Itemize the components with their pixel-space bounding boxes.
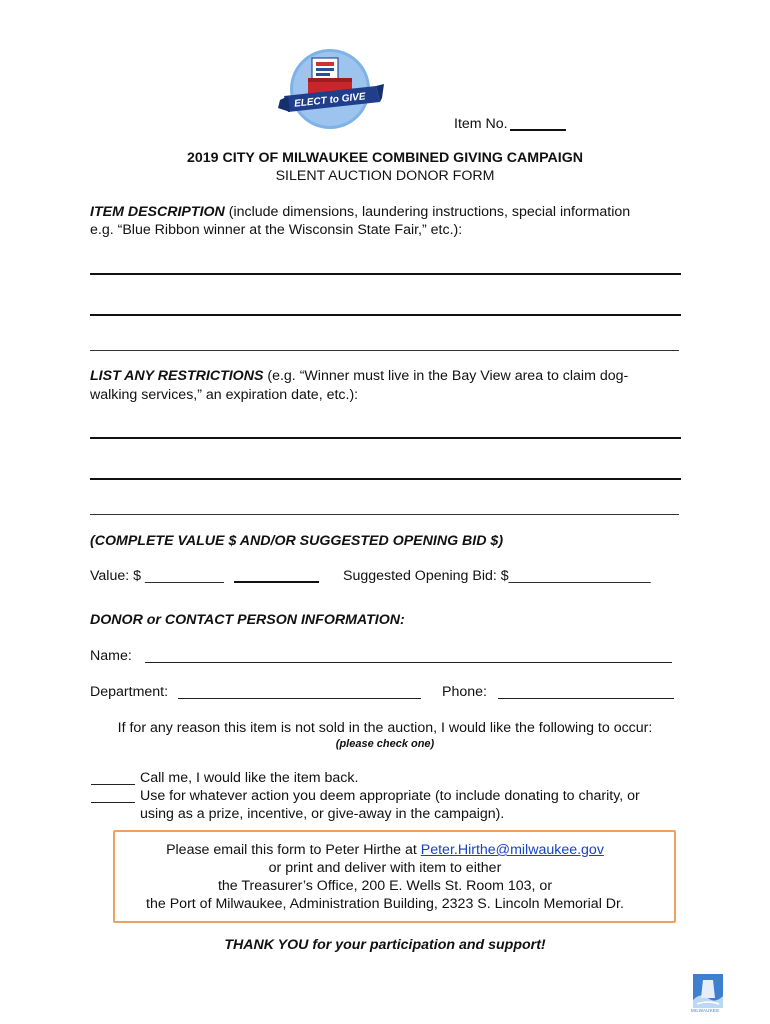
instructions-line-4: the Port of Milwaukee, Administration Building, 2323 S. Lincoln Memorial Dr. [146,896,624,912]
name-label: Name: [90,648,132,664]
department-field[interactable] [178,698,421,699]
item-description-line-3[interactable] [90,350,679,351]
email-link[interactable]: Peter.Hirthe@milwaukee.gov [420,842,604,858]
name-field[interactable] [145,662,672,663]
instructions-line-3: the Treasurer’s Office, 200 E. Wells St. Room 103, or [217,878,553,894]
instructions-line-2: or print and deliver with item to either [268,860,502,876]
restrictions-text: (e.g. “Winner must live in the Bay View area to claim dog- [263,368,629,384]
item-description-text-2: e.g. “Blue Ribbon winner at the Wisconsin State Fair,” etc.): [90,222,463,238]
option-1-checkbox[interactable] [91,784,135,785]
item-description-prompt [90,203,630,221]
disposition-note: (please check one) [335,738,435,750]
ballot-box-logo-icon [276,48,386,130]
item-no-field[interactable] [510,129,566,131]
elect-to-give-logo [276,48,386,130]
instructions-prefix: Please email this form to Peter Hirthe at [166,842,421,858]
phone-field[interactable] [498,698,674,699]
value-heading: (COMPLETE VALUE $ AND/OR SUGGESTED OPENING BID $) [90,533,504,549]
city-logo-text: MILWAUKEE [691,1008,720,1013]
option-2-label-2: using as a prize, incentive, or give-away in the campaign). [140,806,505,822]
value-field[interactable] [234,581,319,583]
item-description-heading: ITEM DESCRIPTION [90,204,225,220]
opening-bid-label: Suggested Opening Bid: $__________________ [343,568,651,584]
department-label: Department: [90,684,169,700]
restrictions-line-1[interactable] [90,437,681,439]
instructions-line-1 [0,841,770,859]
logo-banner-text: ELECT to GIVE [293,91,367,110]
thank-you-message: THANK YOU for your participation and support! [224,937,546,953]
city-logo [693,974,723,1014]
restrictions-text-2: walking services,” an expiration date, etc.): [90,387,359,403]
restrictions-line-3[interactable] [90,514,679,515]
restrictions-prompt [90,367,628,385]
option-2-checkbox[interactable] [91,802,135,803]
option-1-label: Call me, I would like the item back. [140,770,359,786]
page-subtitle: SILENT AUCTION DONOR FORM [275,168,495,184]
disposition-intro: If for any reason this item is not sold in the auction, I would like the following to occur: [117,720,653,736]
item-description-line-1[interactable] [90,273,681,275]
value-label: Value: $ __________ [90,568,224,584]
item-description-text: (include dimensions, laundering instructions, special information [224,204,631,220]
item-description-line-2[interactable] [90,314,681,316]
option-2-label: Use for whatever action you deem appropriate (to include donating to charity, or [140,788,640,804]
phone-label: Phone: [442,684,487,700]
restrictions-heading: LIST ANY RESTRICTIONS [90,368,264,384]
city-of-milwaukee-logo-icon [693,974,723,1008]
donor-heading: DONOR or CONTACT PERSON INFORMATION: [90,612,405,628]
item-no-label: Item No. [454,116,508,132]
restrictions-line-2[interactable] [90,478,681,480]
page-title: 2019 CITY OF MILWAUKEE COMBINED GIVING CAMPAIGN [187,150,583,166]
